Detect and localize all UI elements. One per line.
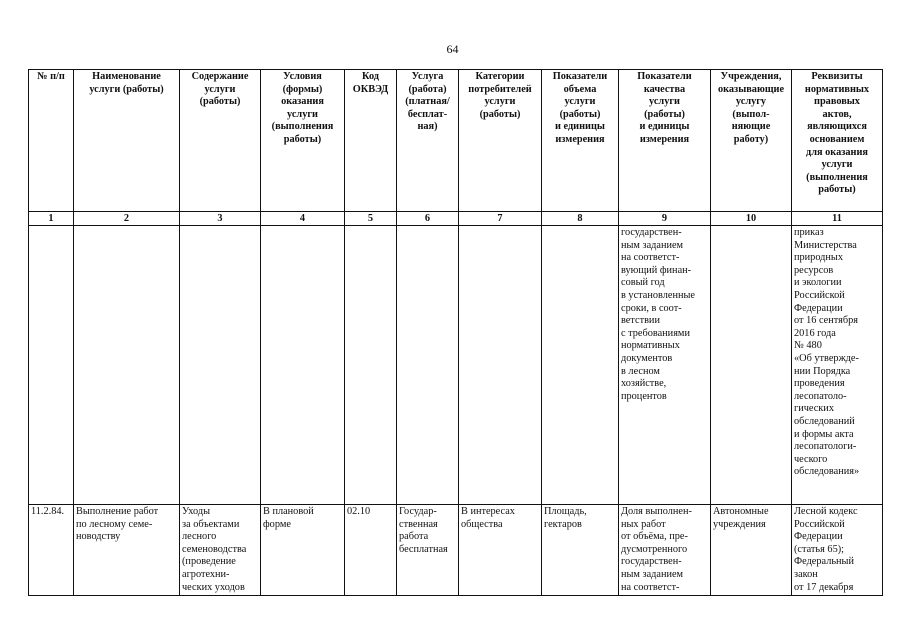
column-number: 1 xyxy=(29,212,74,226)
table-cell xyxy=(345,226,397,505)
table-cell xyxy=(542,226,619,505)
header-okved: Код ОКВЭД xyxy=(345,70,397,212)
volume-indicators-cell: Площадь, гектаров xyxy=(542,505,619,596)
conditions-cell: В плановой форме xyxy=(261,505,345,596)
column-number: 6 xyxy=(397,212,459,226)
header-conditions: Условия (формы) оказания услуги (выполнения работы) xyxy=(261,70,345,212)
quality-indicators-cell: государствен- ным заданием на соответст- вующий финан- совый год в установленные сроки, в соот- ветствии с требованиями нормативных документов в лесном хозяйстве, процентов xyxy=(619,226,711,505)
table-cell xyxy=(74,226,180,505)
column-number: 4 xyxy=(261,212,345,226)
header-volume-indicators: Показатели объема услуги (работы) и единицы измерения xyxy=(542,70,619,212)
header-num: № п/п xyxy=(29,70,74,212)
table-row xyxy=(29,505,883,596)
header-service-content: Содержание услуги (работы) xyxy=(180,70,261,212)
header-institutions: Учреждения, оказывающие услугу (выпол- няющие работу) xyxy=(711,70,792,212)
legal-acts-cell: Лесной кодекс Российской Федерации (статья 65); Федеральный закон от 17 декабря xyxy=(792,505,883,596)
legal-acts-cell: приказ Министерства природных ресурсов и экологии Российской Федерации от 16 сентября 2016 года № 480 «Об утвержде- нии Порядка проведения лесопатоло- гических обследований и формы акта лесопатологи- ческого обследования» xyxy=(792,226,883,505)
okved-cell: 02.10 xyxy=(345,505,397,596)
header-consumers: Категории потребителей услуги (работы) xyxy=(459,70,542,212)
column-number: 2 xyxy=(74,212,180,226)
table-cell xyxy=(261,226,345,505)
column-number: 9 xyxy=(619,212,711,226)
header-quality-indicators: Показатели качества услуги (работы) и единицы измерения xyxy=(619,70,711,212)
row-number-cell: 11.2.84. xyxy=(29,505,74,596)
service-name-cell: Выполнение работ по лесному семе- новодству xyxy=(74,505,180,596)
header-legal-acts: Реквизиты нормативных правовых актов, являющихся основанием для оказания услуги (выполнения работы) xyxy=(792,70,883,212)
table-cell xyxy=(397,226,459,505)
column-number: 3 xyxy=(180,212,261,226)
quality-indicators-cell: Доля выполнен- ных работ от объёма, пре- дусмотренного государствен- ным заданием на соответст- xyxy=(619,505,711,596)
header-service-name: Наименование услуги (работы) xyxy=(74,70,180,212)
table-cell xyxy=(180,226,261,505)
column-number: 10 xyxy=(711,212,792,226)
continuation-row xyxy=(29,226,883,505)
page-number: 64 xyxy=(446,42,459,56)
table-cell xyxy=(459,226,542,505)
column-number: 8 xyxy=(542,212,619,226)
header-row xyxy=(29,70,883,212)
consumers-cell: В интересах общества xyxy=(459,505,542,596)
paid-free-cell: Государ- ственная работа бесплатная xyxy=(397,505,459,596)
services-table xyxy=(28,69,883,596)
column-number-row xyxy=(29,212,883,226)
service-content-cell: Уходы за объектами лесного семеноводства (проведение агротехни- ческих уходов xyxy=(180,505,261,596)
header-paid-free: Услуга (работа) (платная/ бесплат- ная) xyxy=(397,70,459,212)
column-number: 5 xyxy=(345,212,397,226)
column-number: 11 xyxy=(792,212,883,226)
table-cell xyxy=(29,226,74,505)
institutions-cell: Автономные учреждения xyxy=(711,505,792,596)
table-cell xyxy=(711,226,792,505)
column-number: 7 xyxy=(459,212,542,226)
